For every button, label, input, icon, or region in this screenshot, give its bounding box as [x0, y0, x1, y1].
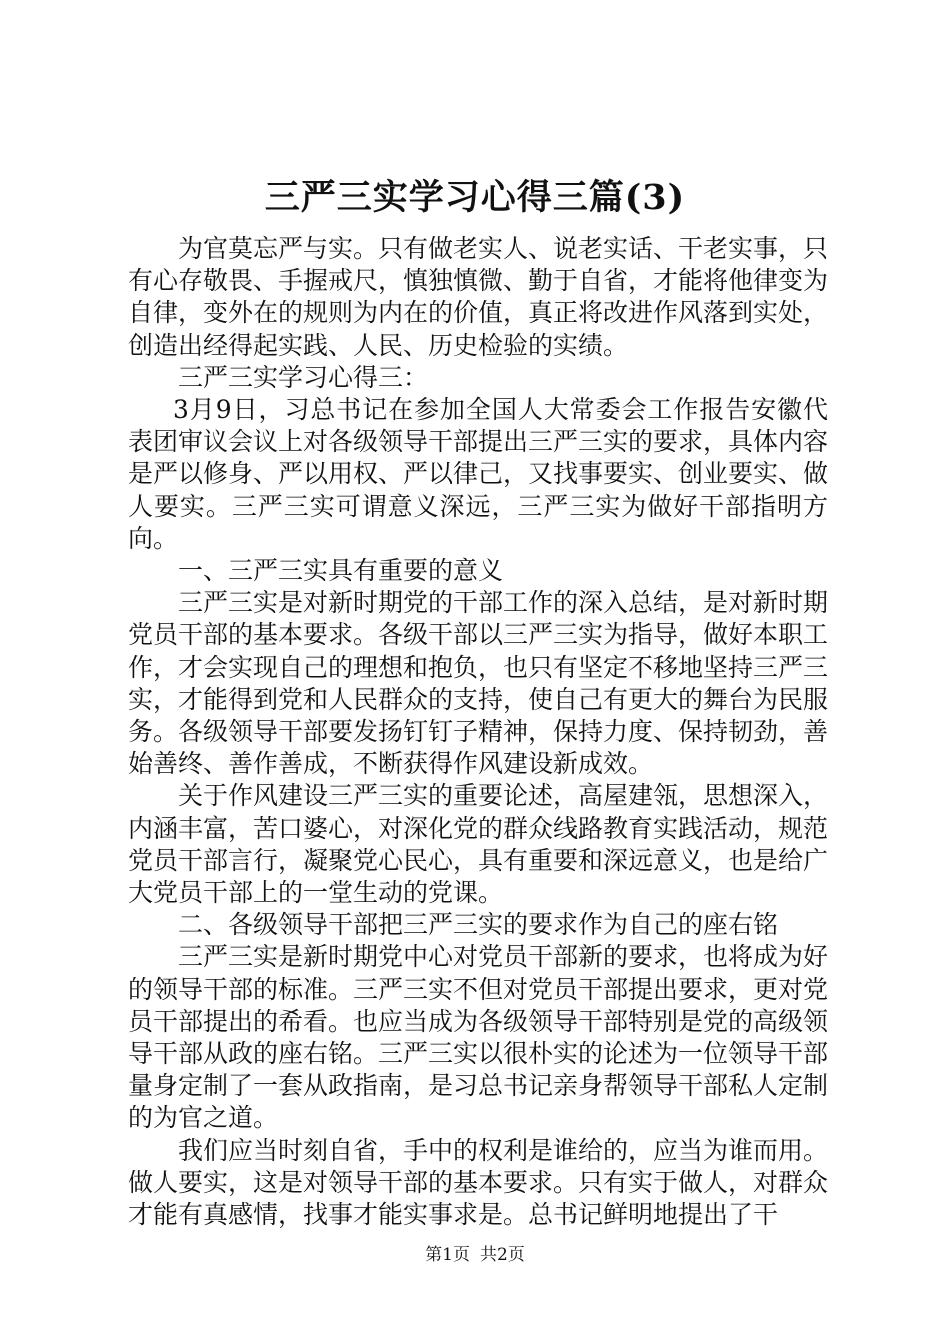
page-number-total: 共2页	[480, 1245, 525, 1265]
paragraph-intro: 为官莫忘严与实。只有做老实人、说老实话、干老实事，只有心存敬畏、手握戒尺，慎独慎微、勤于自省，才能将他律变为自律，变外在的规则为内在的价值，真正将改进作风落到实处，创造出经得起实践、人民、历史检验的实绩。	[128, 234, 829, 360]
page-number-current: 第1页	[425, 1245, 470, 1265]
paragraph-self-reflection: 我们应当时刻自省，手中的权利是谁给的，应当为谁而用。做人要实，这是对领导干部的基本要求。只有实于做人，对群众才能有真感情，找事才能实事求是。总书记鲜明地提出了干	[128, 1135, 829, 1230]
paragraph-section-1-body: 三严三实是对新时期党的干部工作的深入总结，是对新时期党员干部的基本要求。各级干部以三严三实为指导，做好本职工作，才会实现自己的理想和抱负，也只有坚定不移地坚持三严三实，才能得到党和人民群众的支持，使自己有更大的舞台为民服务。各级领导干部要发扬钉钉子精神，保持力度、保持韧劲，善始善终、善作善成，不断获得作风建设新成效。	[128, 588, 829, 779]
paragraph-style-building: 关于作风建设三严三实的重要论述，高屋建瓴，思想深入，内涵丰富，苦口婆心，对深化党的群众线路教育实践活动，规范党员干部言行，凝聚党心民心，具有重要和深远意义，也是给广大党员干部上的一堂生动的党课。	[128, 781, 829, 908]
page-footer	[0, 1244, 950, 1266]
paragraph-section-2-body: 三严三实是新时期党中心对党员干部新的要求，也将成为好的领导干部的标准。三严三实不但对党员干部提出要求，更对党员干部提出的希看。也应当成为各级领导干部特别是党的高级领导干部从政的座右铭。三严三实以很朴实的论述为一位领导干部量身定制了一套从政指南，是习总书记亲身帮领导干部私人定制的为官之道。	[128, 942, 829, 1133]
paragraph-subheading: 三严三实学习心得三：	[178, 362, 429, 392]
section-heading-1: 一、三严三实具有重要的意义	[178, 556, 504, 586]
paragraph-march-9: 3月9日，习总书记在参加全国人大常委会工作报告安徽代表团审议会议上对各级领导干部提出三严三实的要求，具体内容是严以修身、严以用权、严以律己，又找事要实、创业要实、做人要实。三严三实可谓意义深远，三严三实为做好干部指明方向。	[128, 395, 829, 553]
section-heading-2: 二、各级领导干部把三严三实的要求作为自己的座右铭	[178, 910, 779, 940]
document-title: 三严三实学习心得三篇(3)	[264, 177, 686, 218]
document-body	[128, 233, 828, 1231]
